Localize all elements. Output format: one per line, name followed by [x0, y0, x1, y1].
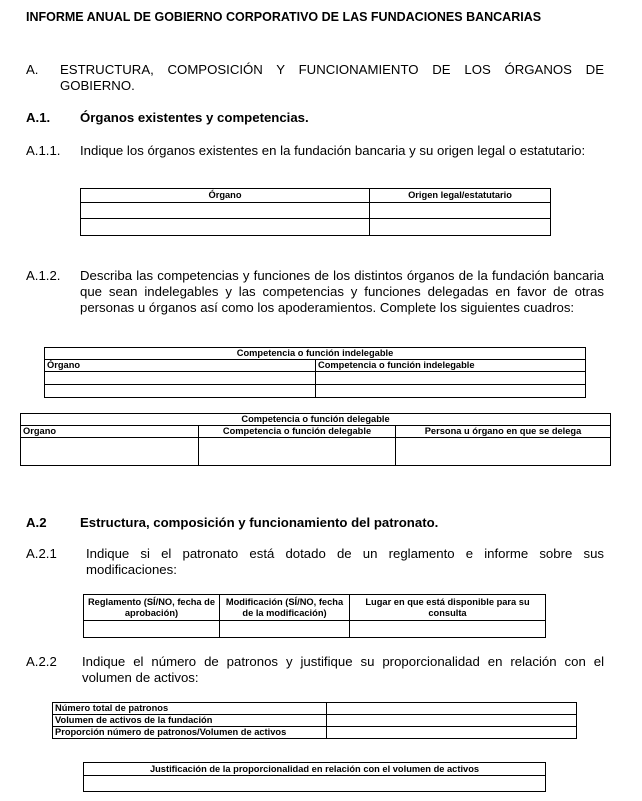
section-a-heading: ESTRUCTURA, COMPOSICIÓN Y FUNCIONAMIENTO DE LOS ÓRGANOS DE GOBIERNO.: [60, 62, 604, 93]
organos-cell[interactable]: [370, 203, 551, 219]
section-a12-text: Describa las competencias y funciones de los distintos órganos de la fundación bancaria que sean indelegables y las competencias y funciones delegadas en favor de otras personas u órganos así como los apoderamientos. Complete los siguientes cuadros:: [80, 268, 604, 315]
section-a11-text: Indique los órganos existentes en la fundación bancaria y su origen legal o estatutario:: [80, 143, 586, 158]
section-a1-heading: Órganos existentes y competencias.: [80, 110, 309, 125]
delegable-table: [20, 413, 611, 466]
section-a22-number: A.2.2: [26, 654, 57, 669]
indelegable-col-competencia: Competencia o función indelegable: [316, 360, 586, 372]
section-a21-text: Indique si el patronato está dotado de un reglamento e informe sobre sus modificaciones:: [86, 546, 604, 577]
patronos-value-total[interactable]: [327, 703, 577, 715]
justificacion-title: Justificación de la proporcionalidad en relación con el volumen de activos: [84, 763, 546, 776]
section-a2-number: A.2: [26, 515, 47, 530]
section-a21-number: A.2.1: [26, 546, 57, 561]
indelegable-cell[interactable]: [316, 372, 586, 385]
justificacion-cell[interactable]: [84, 776, 546, 792]
section-a11-number: A.1.1.: [26, 143, 61, 158]
section-a12-number: A.1.2.: [26, 268, 61, 283]
document-title: INFORME ANUAL DE GOBIERNO CORPORATIVO DE LAS FUNDACIONES BANCARIAS: [26, 10, 542, 24]
organos-col-origen: Origen legal/estatutario: [370, 189, 551, 203]
indelegable-cell[interactable]: [45, 385, 316, 398]
delegable-cell[interactable]: [199, 438, 396, 466]
reglamento-col-lugar: Lugar en que está disponible para su consulta: [350, 595, 546, 621]
organos-col-organo: Órgano: [81, 189, 370, 203]
section-a1-number: A.1.: [26, 110, 51, 125]
organos-cell[interactable]: [81, 203, 370, 219]
reglamento-cell[interactable]: [84, 621, 220, 638]
organos-cell[interactable]: [81, 219, 370, 236]
section-a-number: A.: [26, 62, 39, 77]
delegable-col-persona: Persona u órgano en que se delega: [396, 426, 611, 438]
indelegable-col-organo: Órgano: [45, 360, 316, 372]
indelegable-cell[interactable]: [316, 385, 586, 398]
reglamento-cell[interactable]: [220, 621, 350, 638]
patronos-table: [52, 702, 577, 739]
delegable-col-organo: Organo: [21, 426, 199, 438]
organos-table: [80, 188, 551, 236]
patronos-label-activos: Volumen de activos de la fundación: [53, 715, 327, 727]
reglamento-col-reglamento: Reglamento (SÍ/NO, fecha de aprobación): [84, 595, 220, 621]
delegable-cell[interactable]: [396, 438, 611, 466]
reglamento-col-modificacion: Modificación (SÍ/NO, fecha de la modificación): [220, 595, 350, 621]
delegable-col-competencia: Competencia o función delegable: [199, 426, 396, 438]
patronos-label-proporcion: Proporción número de patronos/Volumen de activos: [53, 727, 327, 739]
patronos-label-total: Número total de patronos: [53, 703, 327, 715]
reglamento-cell[interactable]: [350, 621, 546, 638]
section-a22-text: Indique el número de patronos y justifique su proporcionalidad en relación con el volumen de activos:: [82, 654, 604, 685]
indelegable-cell[interactable]: [45, 372, 316, 385]
section-a2-heading: Estructura, composición y funcionamiento del patronato.: [80, 515, 439, 530]
delegable-table-title: Competencia o función delegable: [21, 414, 611, 426]
indelegable-table-title: Competencia o función indelegable: [45, 348, 586, 360]
patronos-value-activos[interactable]: [327, 715, 577, 727]
indelegable-table: [44, 347, 586, 398]
justificacion-table: [83, 762, 546, 792]
patronos-value-proporcion[interactable]: [327, 727, 577, 739]
reglamento-table: [83, 594, 546, 638]
delegable-cell[interactable]: [21, 438, 199, 466]
organos-cell[interactable]: [370, 219, 551, 236]
